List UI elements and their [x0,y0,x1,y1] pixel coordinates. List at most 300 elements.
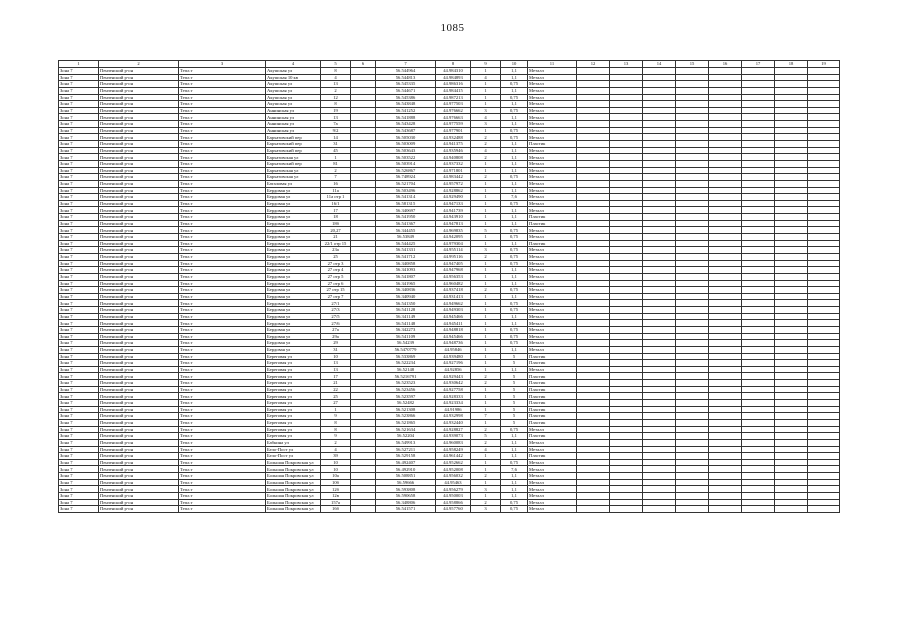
table-cell [643,313,676,320]
table-cell [643,320,676,327]
table-cell: 56.503522 [376,154,436,161]
table-cell [709,360,742,367]
table-cell: Пензенский р-он [99,499,179,506]
table-cell: 11а [321,187,351,194]
table-cell [351,160,376,167]
table-cell: Тепл.т [179,400,266,407]
table-cell [742,466,775,473]
table-cell [709,366,742,373]
table-cell [742,74,775,81]
table-cell: Зона 7 [59,300,99,307]
table-cell: 4 [321,446,351,453]
table-cell: 0,75 [501,499,528,506]
column-header: 14 [643,61,676,68]
table-cell [610,214,643,221]
table-cell: 27/1 [321,300,351,307]
table-cell [351,220,376,227]
table-cell [577,114,610,121]
table-cell: 1,1 [501,74,528,81]
table-cell [577,227,610,234]
table-cell: 10б [321,479,351,486]
table-cell: 27 отр 6 [321,280,351,287]
table-cell [643,473,676,480]
table-row [59,273,840,280]
table-cell [610,180,643,187]
table-cell [742,167,775,174]
table-cell [643,493,676,500]
table-cell: Металл [528,267,577,274]
table-cell: Акушская 10 кв [266,74,321,81]
table-cell [577,353,610,360]
table-cell: Зона 7 [59,406,99,413]
table-cell [610,94,643,101]
table-cell: 27 отр 4 [321,267,351,274]
table-cell [610,340,643,347]
table-cell: Бело-Пост ул [266,453,321,460]
table-cell [808,187,840,194]
table-cell [742,493,775,500]
table-cell [351,194,376,201]
table-cell [643,307,676,314]
table-cell [577,101,610,108]
table-cell [808,200,840,207]
table-row [59,194,840,201]
table-cell [808,121,840,128]
table-cell [742,366,775,373]
table-cell [775,413,808,420]
table-cell [351,74,376,81]
table-cell [676,94,709,101]
table-cell: Тепл.т [179,307,266,314]
table-cell: 44.947968 [436,267,471,274]
column-header: 9 [471,61,501,68]
table-cell: 27 отр 15 [321,287,351,294]
table-cell [775,273,808,280]
table-cell: 27/5 [321,313,351,320]
table-cell: 44.928333 [436,393,471,400]
table-cell: 56.342273 [376,326,436,333]
table-cell: 1 [471,293,501,300]
table-cell [643,433,676,440]
table-cell: Тепл.т [179,419,266,426]
table-cell [742,373,775,380]
table-cell [742,406,775,413]
table-cell: Зона 7 [59,280,99,287]
table-cell [351,366,376,373]
table-cell [610,433,643,440]
table-cell: Зона 7 [59,180,99,187]
table-cell: Береговая ул [266,373,321,380]
table-cell: 0,75 [501,81,528,88]
table-cell [709,320,742,327]
table-cell: Зона 7 [59,360,99,367]
table-cell: Тепл.т [179,267,266,274]
table-cell: 56.543428 [376,121,436,128]
table-cell [610,134,643,141]
table-cell: 157а [321,499,351,506]
table-cell [643,300,676,307]
table-cell: Тепл.т [179,313,266,320]
table-cell: 29а [321,333,351,340]
table-cell: Металл [528,101,577,108]
table-cell: 56.541252 [376,107,436,114]
table-cell: 44.952008 [436,466,471,473]
table-cell: 19 [321,107,351,114]
table-cell [351,87,376,94]
table-cell: Металл [528,227,577,234]
table-cell [808,406,840,413]
table-cell: Зона 7 [59,154,99,161]
table-cell [742,300,775,307]
table-cell [643,340,676,347]
table-cell [643,293,676,300]
table-cell: 0,75 [501,134,528,141]
table-cell [775,340,808,347]
table-cell [577,466,610,473]
table-cell [775,466,808,473]
table-cell: 56.544813 [376,74,436,81]
table-cell: 5 [501,373,528,380]
table-cell [351,154,376,161]
table-cell [577,439,610,446]
table-cell [577,81,610,88]
table-cell [577,187,610,194]
table-cell: 56.503496 [376,187,436,194]
table-cell: Металл [528,127,577,134]
table-cell [351,406,376,413]
table-cell [351,167,376,174]
table-row [59,506,840,513]
column-header: 8 [436,61,471,68]
table-cell: Зона 7 [59,373,99,380]
table-cell [351,393,376,400]
table-cell: Пензенский р-он [99,493,179,500]
table-cell [351,180,376,187]
table-cell [676,433,709,440]
table-cell [808,320,840,327]
table-cell [808,400,840,407]
table-cell: 1 [471,419,501,426]
table-cell: 44.91986 [436,406,471,413]
table-cell [610,127,643,134]
table-cell: Пензенский р-он [99,154,179,161]
table-cell: Бердовая ул [266,287,321,294]
table-row [59,127,840,134]
table-cell: 25 [321,393,351,400]
table-cell [610,267,643,274]
table-row [59,101,840,108]
table-row [59,280,840,287]
table-cell: Зона 7 [59,393,99,400]
table-cell [808,506,840,513]
table-cell [676,333,709,340]
table-cell: Пензенский р-он [99,194,179,201]
table-cell [351,300,376,307]
table-cell: Пластик [528,393,577,400]
table-cell: Зона 7 [59,459,99,466]
table-cell [351,141,376,148]
table-cell: Пензенский р-он [99,253,179,260]
table-cell [742,326,775,333]
table-cell [351,187,376,194]
table-cell: Металл [528,167,577,174]
table-cell [676,141,709,148]
table-cell: 1 [471,459,501,466]
table-cell [742,134,775,141]
table-cell: 1,1 [501,366,528,373]
table-cell: 44.939480 [436,353,471,360]
table-cell: Металл [528,200,577,207]
table-cell: 1 [471,220,501,227]
table-cell [610,207,643,214]
table-cell: Пензенский р-он [99,273,179,280]
table-cell: Тепл.т [179,207,266,214]
table-cell [351,101,376,108]
table-cell [742,114,775,121]
table-cell: 1,1 [501,320,528,327]
table-cell [775,419,808,426]
table-cell: Зона 7 [59,453,99,460]
table-cell: Бердовая ул [266,273,321,280]
table-cell [676,473,709,480]
table-cell: Бердовая ул [266,194,321,201]
table-cell: Бердовая ул [266,187,321,194]
table-cell: 8 [321,101,351,108]
table-cell [709,87,742,94]
table-cell [742,147,775,154]
table-cell [709,207,742,214]
table-cell: Пензенский р-он [99,247,179,254]
table-cell [775,346,808,353]
table-cell [610,227,643,234]
table-cell [643,446,676,453]
table-cell: Металл [528,506,577,513]
table-cell [351,107,376,114]
table-cell [676,313,709,320]
table-row [59,419,840,426]
table-cell [775,313,808,320]
table-cell: 44.984310 [436,68,471,75]
table-cell: Береговая ул [266,386,321,393]
table-cell: 5 [501,353,528,360]
table-cell: 1,1 [501,280,528,287]
table-cell [351,439,376,446]
table-cell: Пензенский р-он [99,426,179,433]
table-cell: 5 [501,386,528,393]
table-cell: 20,27 [321,227,351,234]
table-cell: 56.533869 [376,353,436,360]
table-cell: Пензенский р-он [99,167,179,174]
table-cell: Пензенский р-он [99,234,179,241]
table-cell [351,313,376,320]
table-cell: 1 [471,200,501,207]
table-cell: 56.543687 [376,127,436,134]
table-cell [742,446,775,453]
table-cell [577,287,610,294]
table-cell [742,214,775,221]
table-cell: Бердовая ул [266,214,321,221]
table-cell [808,446,840,453]
table-cell [808,247,840,254]
table-cell: 7,6 [501,194,528,201]
table-cell [643,160,676,167]
table-cell [610,68,643,75]
table-cell [577,400,610,407]
table-cell [577,393,610,400]
table-cell: 56.541571 [376,506,436,513]
table-cell [643,194,676,201]
table-cell: 2 [321,87,351,94]
table-cell: Зона 7 [59,346,99,353]
table-cell [676,174,709,181]
table-cell: 44.969835 [436,227,471,234]
table-cell [676,446,709,453]
table-cell: Металл [528,479,577,486]
table-cell: 1 [471,326,501,333]
table-cell: 56.541109 [376,333,436,340]
table-cell: Зона 7 [59,380,99,387]
table-cell: Пензенский р-он [99,466,179,473]
table-cell: Зона 7 [59,333,99,340]
table-cell [775,453,808,460]
table-cell: Аннинская ул [266,127,321,134]
column-header: 6 [351,61,376,68]
table-cell [577,68,610,75]
table-cell [676,114,709,121]
table-cell: Зона 7 [59,121,99,128]
table-cell: Пластик [528,141,577,148]
table-cell [610,167,643,174]
table-cell: 44.958866 [436,499,471,506]
table-cell [742,87,775,94]
table-cell: 1 [471,180,501,187]
table-cell: Металл [528,207,577,214]
table-cell: 56.348806 [376,499,436,506]
table-cell: Большая Покровская ул [266,466,321,473]
table-cell: 56.341965 [376,280,436,287]
table-cell [610,253,643,260]
table-cell: Береговая ул [266,366,321,373]
table-cell: Пластик [528,406,577,413]
table-cell: 56.544671 [376,87,436,94]
table-cell [709,340,742,347]
table-cell [709,114,742,121]
table-cell [775,353,808,360]
table-cell: 44.956279 [436,486,471,493]
table-cell [610,293,643,300]
table-cell [610,366,643,373]
table-cell: 44.960083 [436,439,471,446]
table-cell: 1,1 [501,101,528,108]
table-cell: Пензенский р-он [99,326,179,333]
table-cell: 27 отр 7 [321,293,351,300]
table-cell: Пензенский р-он [99,380,179,387]
table-cell: 18 [321,214,351,221]
table-cell: 12 [321,94,351,101]
table-cell: 10 [321,459,351,466]
table-cell [808,499,840,506]
table-row [59,287,840,294]
table-cell [676,273,709,280]
table-cell: Тепл.т [179,141,266,148]
table-cell [643,380,676,387]
table-cell: Зона 7 [59,273,99,280]
table-cell: Металл [528,486,577,493]
table-cell: Тепл.т [179,459,266,466]
table-cell: 56.544425 [376,240,436,247]
table-cell [577,486,610,493]
table-cell: 3 [471,247,501,254]
table-cell: Пензенский р-он [99,94,179,101]
table-row [59,167,840,174]
table-cell: Пензенский р-он [99,147,179,154]
table-cell: Зона 7 [59,141,99,148]
table-cell [610,486,643,493]
table-cell: 1 [471,366,501,373]
table-cell [676,326,709,333]
table-cell: Тепл.т [179,114,266,121]
table-cell: Зона 7 [59,200,99,207]
table-row [59,486,840,493]
table-cell [808,194,840,201]
table-row [59,346,840,353]
table-cell [643,207,676,214]
table-cell: 56.340697 [376,207,436,214]
table-cell: 1 [471,360,501,367]
table-cell [808,473,840,480]
table-cell: Металл [528,147,577,154]
table-cell: 44.942095 [436,234,471,241]
table-cell: 44.986316 [436,81,471,88]
table-cell [610,426,643,433]
table-cell: Пензенский р-он [99,260,179,267]
table-cell [808,220,840,227]
table-cell: Зона 7 [59,194,99,201]
table-cell: Зона 7 [59,260,99,267]
table-cell: Бердовая ул [266,340,321,347]
table-cell [808,413,840,420]
table-cell: Пензенский р-он [99,453,179,460]
table-cell [709,160,742,167]
table-cell: 56.341093 [376,267,436,274]
table-cell: 44.943910 [436,214,471,221]
table-cell: Металл [528,180,577,187]
table-cell [742,187,775,194]
table-cell [709,466,742,473]
table-cell: 10а [321,473,351,480]
table-cell: Зона 7 [59,160,99,167]
column-header: 13 [610,61,643,68]
table-cell: 1 [471,273,501,280]
table-cell: 56.541367 [376,220,436,227]
table-cell [742,101,775,108]
table-row [59,154,840,161]
table-cell [577,207,610,214]
table-cell: 56.523597 [376,393,436,400]
table-cell: Пластик [528,353,577,360]
table-cell: Тепл.т [179,426,266,433]
table-cell [577,320,610,327]
table-cell [643,326,676,333]
table-cell [676,101,709,108]
table-cell: 44.950003 [436,493,471,500]
table-cell: Береговая ул [266,393,321,400]
table-cell [709,253,742,260]
table-cell [610,380,643,387]
table-cell: Пензенский р-он [99,87,179,94]
table-cell [775,200,808,207]
table-cell: 56.549913 [376,439,436,446]
